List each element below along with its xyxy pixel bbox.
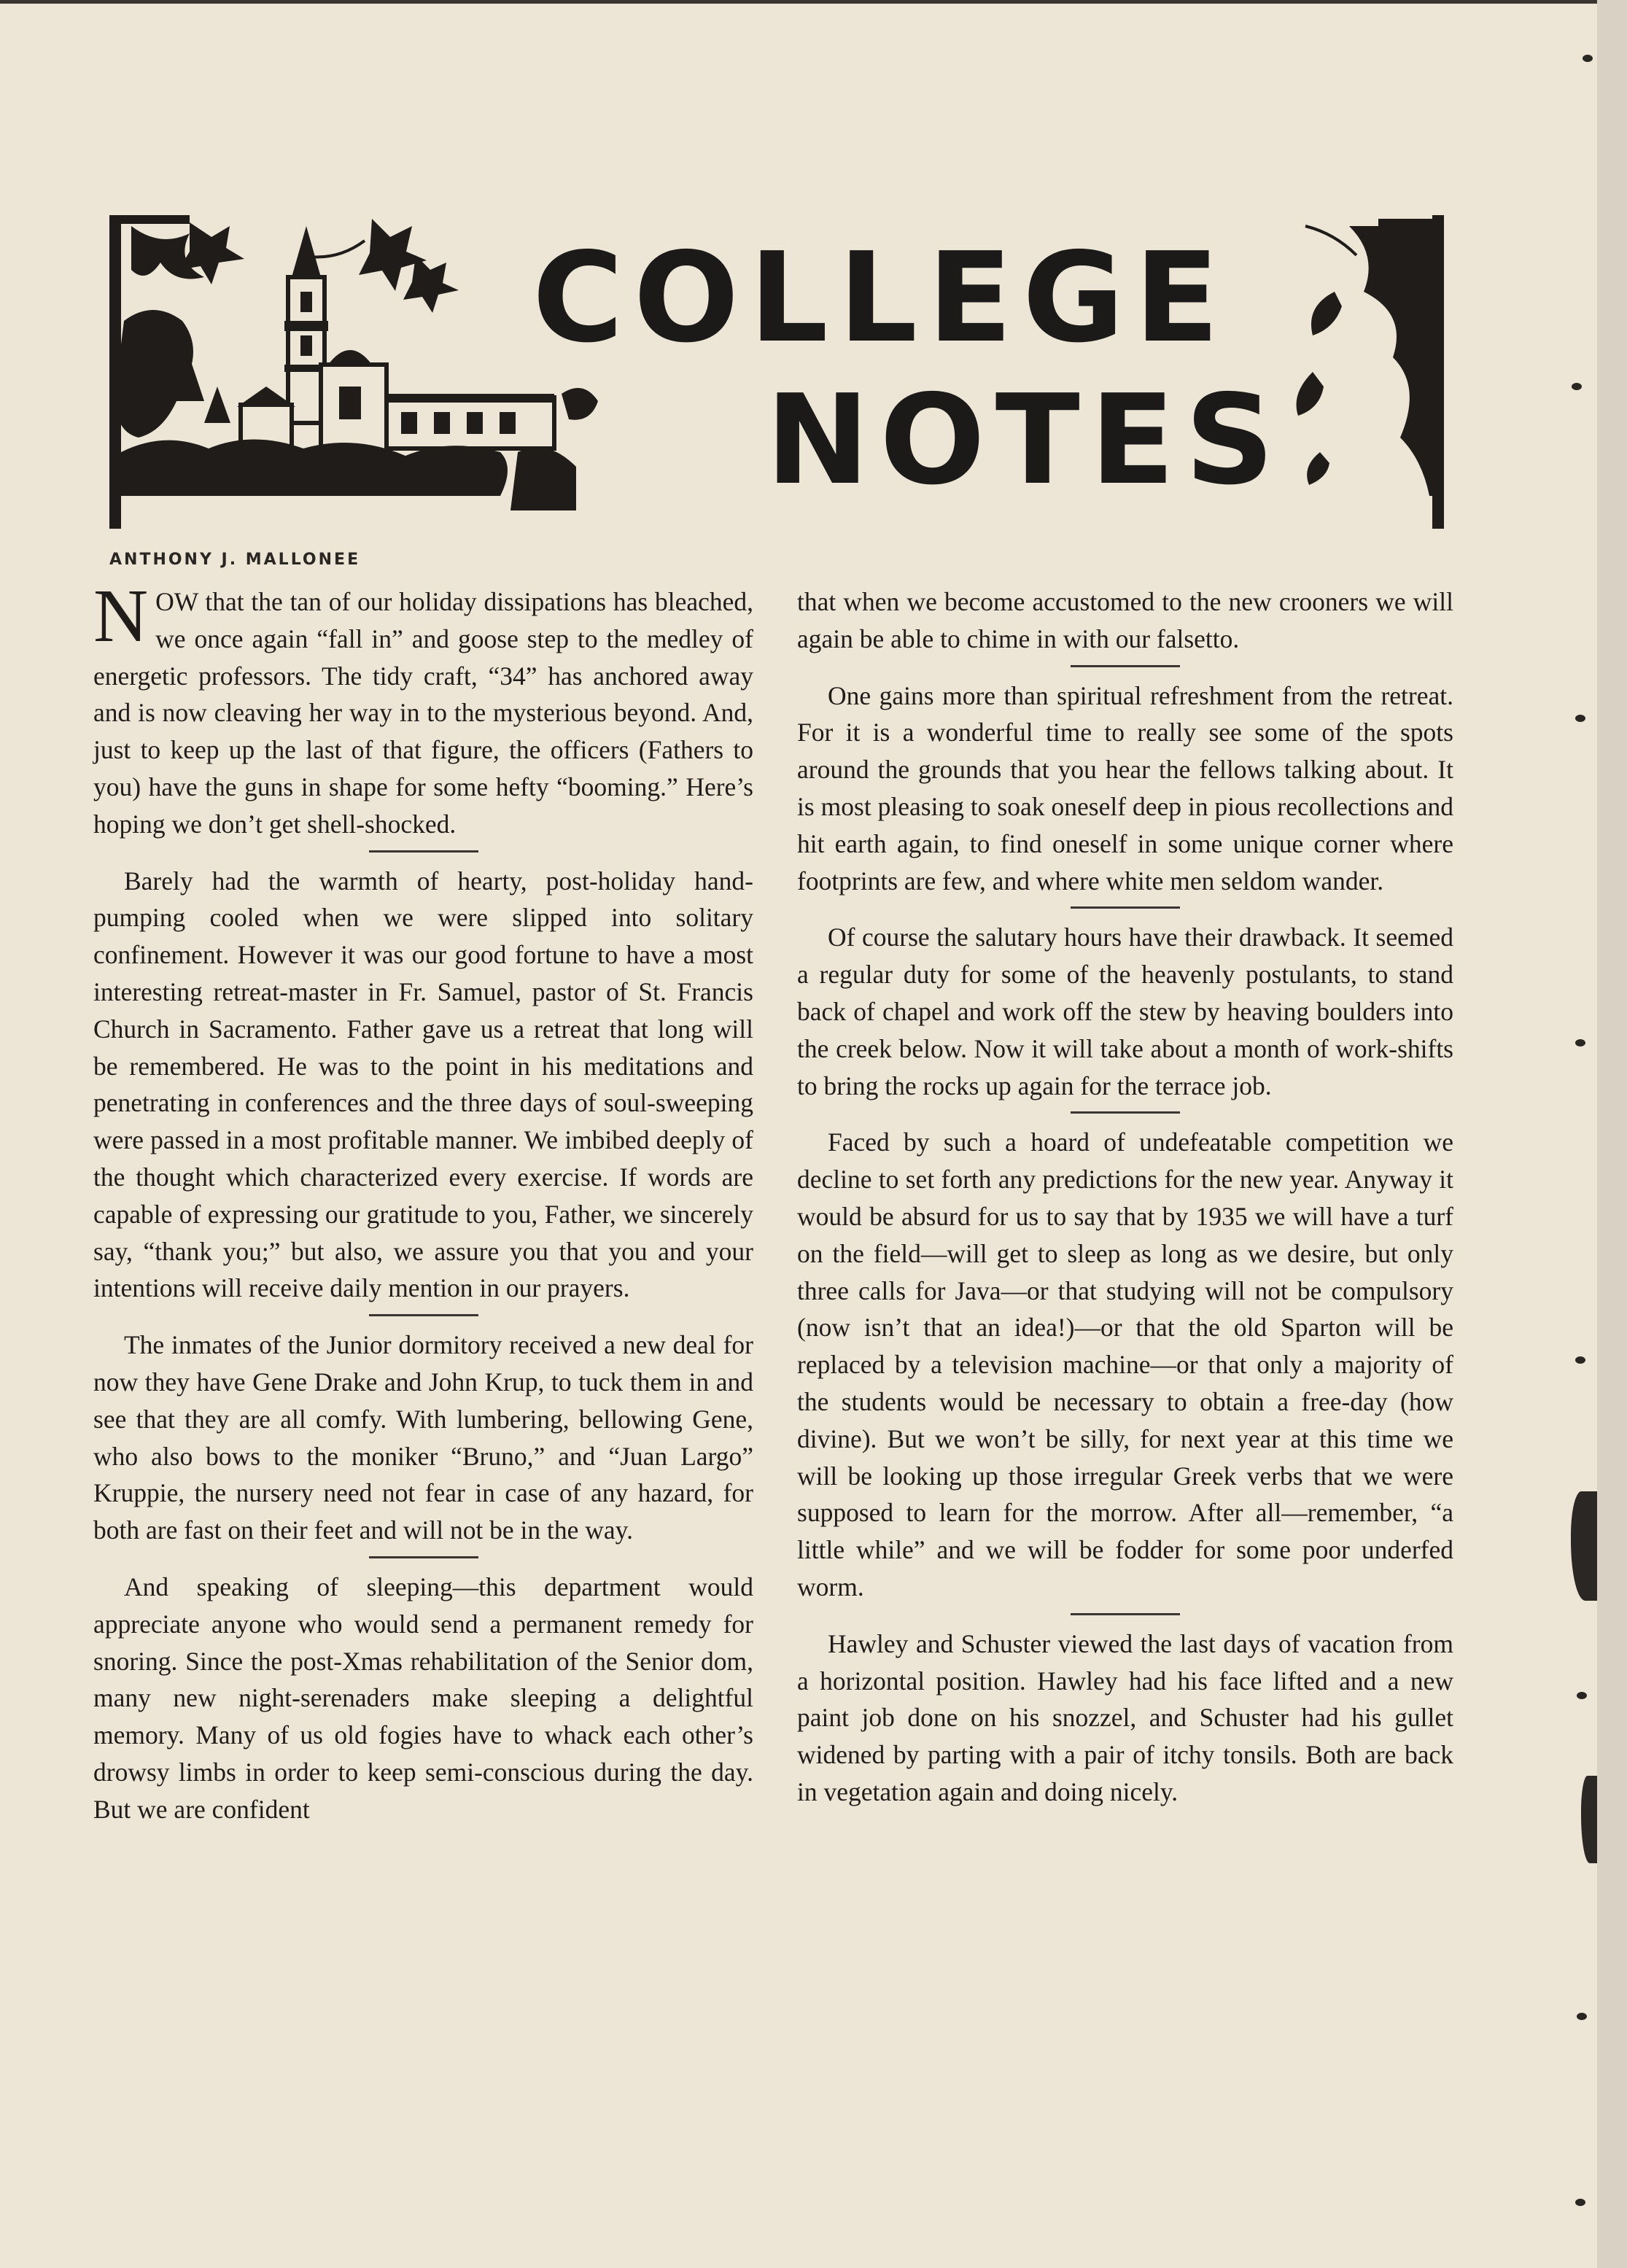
edge-mark: [1575, 2199, 1585, 2206]
section-divider: [1071, 906, 1180, 909]
paragraph: Barely had the warmth of hearty, post-holiday hand-pumping cooled when we were slipped into solitary confinement. However it was our good fortune to have a most interesting retreat-master in Fr. Samuel, pastor of St. Francis Church in Sacramento. Father gave us a retreat that long will be remembered. He was to the point in his meditations and penetrating in conferences and the three days of soul-sweeping were passed in a most profitable manner. We imbibed deeply of the thought which characterized every exercise. If words are capable of expressing our gratitude to you, Father, we sincerely say, “thank you;” but also, we assure you that you and your intentions will receive daily mention in our prayers.: [93, 866, 753, 1303]
edge-mark: [1583, 55, 1593, 62]
section-divider: [1071, 1111, 1180, 1114]
title-college: COLLEGE: [532, 226, 1230, 370]
paragraph: that when we become accustomed to the new crooners we will again be able to chime in with our falsetto.: [797, 587, 1453, 653]
header-banner: [109, 211, 1444, 532]
section-divider: [369, 1556, 478, 1558]
paragraph: The inmates of the Junior dormitory received a new deal for now they have Gene Drake and John Krup, to tuck them in and see that they are all comfy. With lumbering, bellowing Gene, who also bows to the moniker “Bruno,” and “Juan Largo” Kruppie, the nursery need not fear in case of any hazard, for both are fast on their feet and will not be in the way.: [93, 1330, 753, 1545]
section-divider: [1071, 665, 1180, 667]
paragraph: Faced by such a hoard of undefeatable competition we decline to set forth any predictions for the new year. Anyway it would be absurd for us to say that by 1935 we will have a turf on the field—will get to sleep as long as we desire, but only three calls for Java—or that studying will not be compulsory (now isn’t that an idea!)—or that the old Sparton will be replaced by a television machine—or that only a majority of the students would be necessary to obtain a free-day (how divine). But we won’t be silly, for next year at this time we will be looking up those irregular Greek verbs that we were supposed to learn for the morrow. After all—remember, “a little while” and we will be fodder for some poor underfed worm.: [797, 1127, 1453, 1601]
right-column: [797, 583, 1453, 1811]
edge-mark: [1572, 383, 1582, 390]
paragraph: And speaking of sleeping—this department would appreciate anyone who would send a permanent remedy for snoring. Since the post-Xmas rehabilitation of the Senior dom, many new night-serenaders make sleeping a delightful memory. Many of us old fogies have to whack each other’s drowsy limbs in order to keep semi-conscious during the day. But we are confident: [93, 1572, 753, 1824]
author-byline: ANTHONY J. MALLONEE: [109, 551, 361, 569]
edge-mark: [1577, 2013, 1587, 2020]
paragraph: Hawley and Schuster viewed the last days of vacation from a horizontal position. Hawley had his face lifted and a new paint job done on his snozzel, and Schuster had his gullet widened by parting with a pair of itchy tonsils. Both are back in vegetation again and doing nicely.: [797, 1628, 1453, 1806]
paragraph-text: OW that the tan of our holiday dissipations has bleached, we once again “fall in” and goose step to the medley of energetic professors. The tidy craft, “34” has anchored away and is now cleaving her way in to the mysterious beyond. And, just to keep up the last of that figure, the officers (Fathers to you) have the guns in shape for some hefty “booming.” Here’s hoping we don’t get shell-shocked.: [93, 587, 753, 839]
page-tear: [1581, 1776, 1597, 1863]
section-divider: [1071, 1613, 1180, 1615]
edge-mark: [1575, 715, 1585, 722]
paragraph: Of course the salutary hours have their drawback. It seemed a regular duty for some of the heavenly postulants, to stand back of chapel and work off the stew by heaving boulders into the creek below. Now it will take about a month of work-shifts to bring the rocks up again for the terrace job.: [797, 923, 1453, 1100]
edge-mark: [1577, 1692, 1587, 1699]
paragraph: [93, 574, 753, 843]
left-column: [93, 574, 753, 1828]
title-notes: NOTES: [766, 368, 1285, 513]
edge-mark: [1575, 1039, 1585, 1046]
drop-cap: N: [93, 574, 149, 658]
paragraph: One gains more than spiritual refreshment from the retreat. For it is a wonderful time to really see some of the spots around the grounds that you hear the fellows talking about. It is most pleasing to soak oneself deep in pious recollections and hit earth again, to find oneself in some unique corner where footprints are few, and where white men seldom wander.: [797, 680, 1453, 896]
section-divider: [369, 850, 478, 853]
edge-mark: [1575, 1356, 1585, 1364]
page-tear: [1571, 1491, 1597, 1601]
section-divider: [369, 1314, 478, 1316]
